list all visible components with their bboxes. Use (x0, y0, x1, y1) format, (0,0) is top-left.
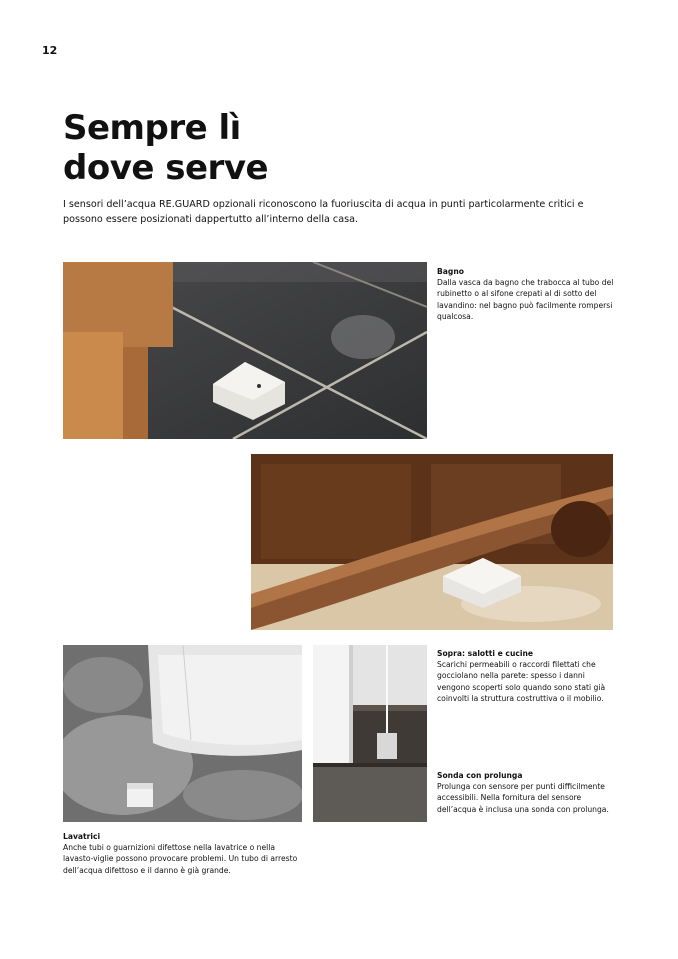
caption-lavatrici (63, 831, 303, 876)
caption-sonda-title: Sonda con prolunga (437, 771, 523, 780)
caption-bagno-text: Dalla vasca da bagno che trabocca al tubo del rubinetto o al sifone crepati al di sotto del lavandino: nel bagno può facilmente rompersi qualcosa. (437, 278, 614, 321)
page-title-line-1: Sempre lì (63, 108, 241, 148)
caption-salotti-text: Scarichi permeabili o raccordi filettati che gocciolano nella parete: spesso i danni vengono scoperti solo quando sono stati già coinvolti la struttura costruttiva o il mobilio. (437, 660, 606, 703)
caption-bagno-title: Bagno (437, 267, 464, 276)
page-title-line-2: dove serve (63, 148, 269, 188)
probe-photo (313, 645, 427, 822)
caption-sonda-text: Prolunga con sensore per punti difficilmente accessibili. Nella fornitura del sensore dell’acqua è inclusa una sonda con prolunga. (437, 782, 609, 814)
caption-lavatrici-text: Anche tubi o guarnizioni difettose nella lavatrice o nella lavasto-viglie possono provocare problemi. Un tubo di arresto dell’acqua difettoso e il danno è già grande. (63, 843, 298, 875)
page-title (63, 108, 268, 188)
caption-salotti (437, 648, 617, 704)
washing-machine-photo (63, 645, 302, 822)
page-number: 12 (42, 44, 58, 57)
caption-bagno (437, 266, 617, 322)
bathroom-photo (63, 262, 427, 439)
caption-sonda (437, 770, 617, 815)
intro-paragraph: I sensori dell’acqua RE.GUARD opzionali riconoscono la fuoriuscita di acqua in punti particolarmente critici e possono essere posizionati dappertutto all’interno della casa. (63, 199, 584, 225)
caption-lavatrici-title: Lavatrici (63, 832, 101, 841)
living-room-photo (251, 454, 613, 630)
caption-salotti-title: Sopra: salotti e cucine (437, 649, 534, 658)
